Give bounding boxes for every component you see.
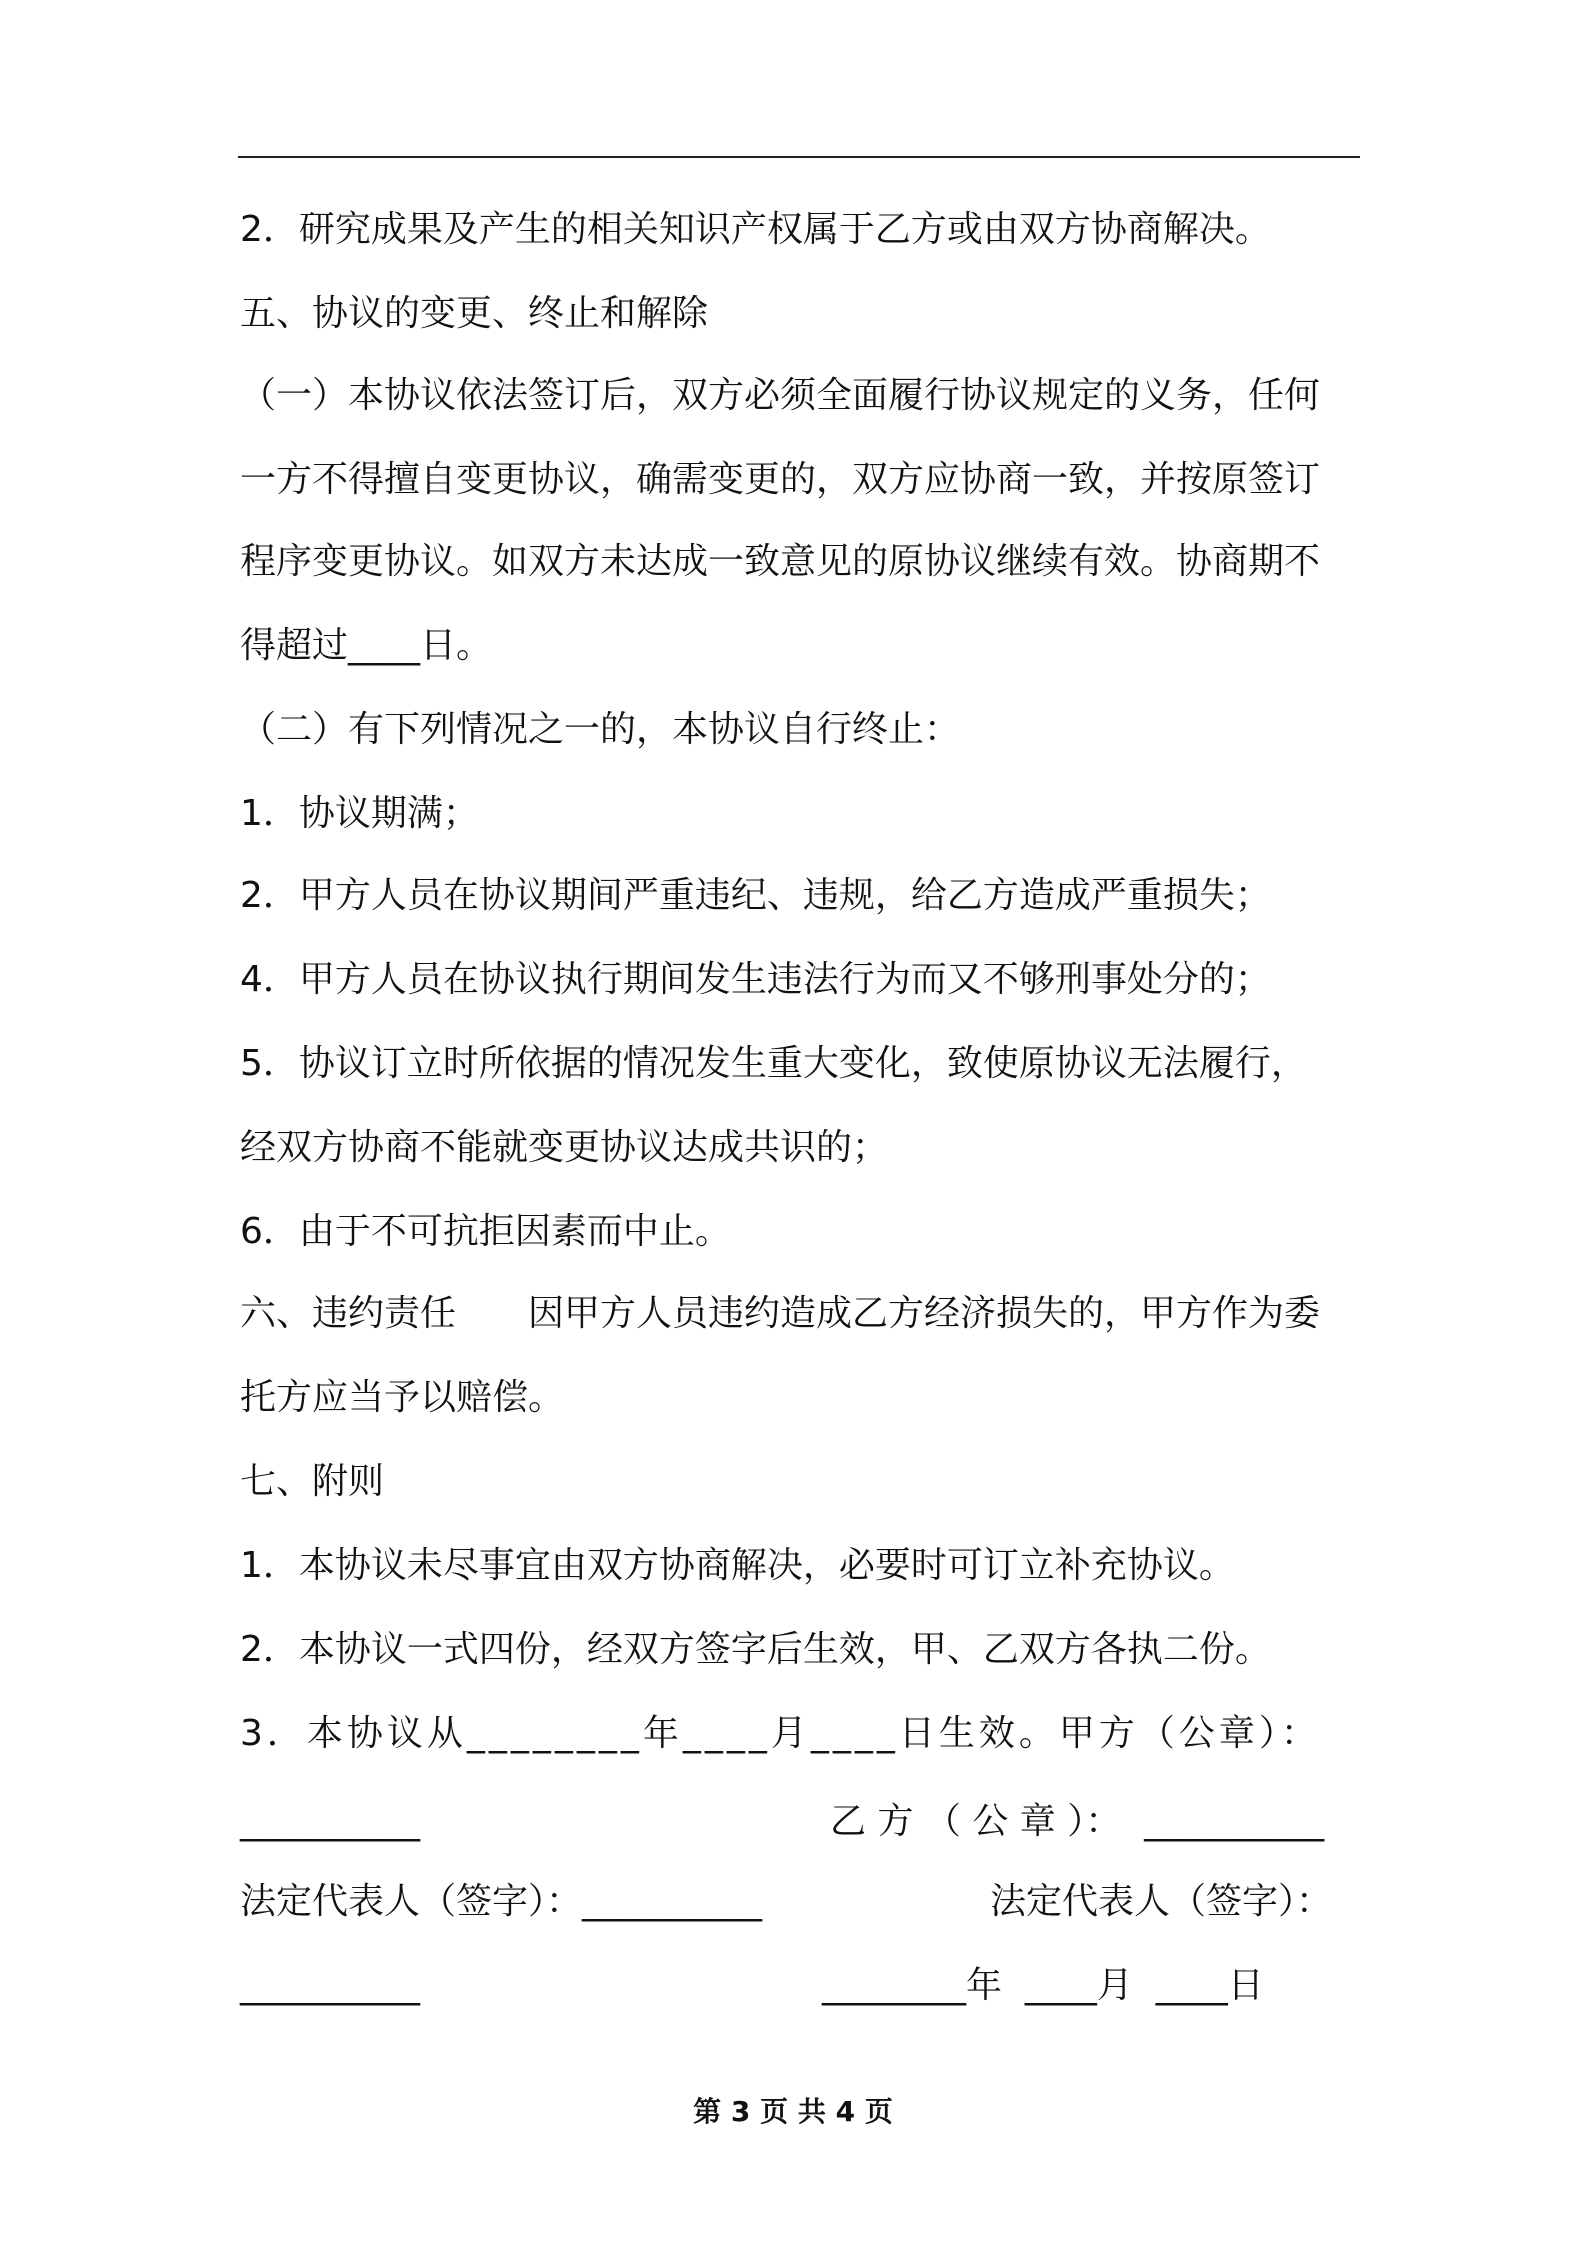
text-line: 得超过____日。 — [240, 625, 493, 666]
text-line: 2．本协议一式四份，经双方签字后生效，甲、乙双方各执二份。 — [240, 1629, 1271, 1670]
party-a-seal-blank: __________ — [240, 1801, 420, 1842]
text-line: 2．甲方人员在协议期间严重违纪、违规，给乙方造成严重损失； — [240, 875, 1271, 916]
text-line: 经双方协商不能就变更协议达成共识的； — [240, 1127, 889, 1168]
page-number: 第 3 页 共 4 页 — [693, 2095, 893, 2128]
text-line: 程序变更协议。如双方未达成一致意见的原协议继续有效。协商期不 — [240, 541, 1321, 582]
text-line: 托方应当予以赔偿。 — [240, 1377, 565, 1418]
section-heading: 六、违约责任 因甲方人员违约造成乙方经济损失的，甲方作为委 — [240, 1293, 1321, 1334]
text-line: 3．本协议从________年____月____日生效。甲方（公章）： — [240, 1713, 1321, 1754]
section-heading: 七、附则 — [240, 1461, 385, 1502]
party-b-date: ________年 ____月 ____日 — [822, 1965, 1264, 2006]
party-a-representative: 法定代表人（签字）：__________ — [240, 1881, 763, 1922]
text-line: 1．本协议未尽事宜由双方协商解决，必要时可订立补充协议。 — [240, 1545, 1235, 1586]
text-line: （二）有下列情况之一的，本协议自行终止： — [240, 709, 961, 750]
text-line: 4．甲方人员在协议执行期间发生违法行为而又不够刑事处分的； — [240, 959, 1271, 1000]
text-line: （一）本协议依法签订后，双方必须全面履行协议规定的义务，任何 — [240, 375, 1321, 416]
section-heading: 五、协议的变更、终止和解除 — [240, 293, 709, 334]
party-b-representative: 法定代表人（签字）： — [990, 1881, 1333, 1922]
text-line: 一方不得擅自变更协议，确需变更的，双方应协商一致，并按原签订 — [240, 459, 1321, 500]
party-b-seal-label: 乙 方 （ 公 章 ）： __________ — [830, 1801, 1325, 1842]
text-line: 1．协议期满； — [240, 793, 479, 834]
text-line: 6．由于不可抗拒因素而中止。 — [240, 1211, 731, 1252]
text-line: 5．协议订立时所依据的情况发生重大变化，致使原协议无法履行， — [240, 1043, 1307, 1084]
text-line: 2．研究成果及产生的相关知识产权属于乙方或由双方协商解决。 — [240, 209, 1271, 250]
header-rule — [238, 156, 1360, 158]
party-a-date-blank: __________ — [240, 1965, 420, 2006]
